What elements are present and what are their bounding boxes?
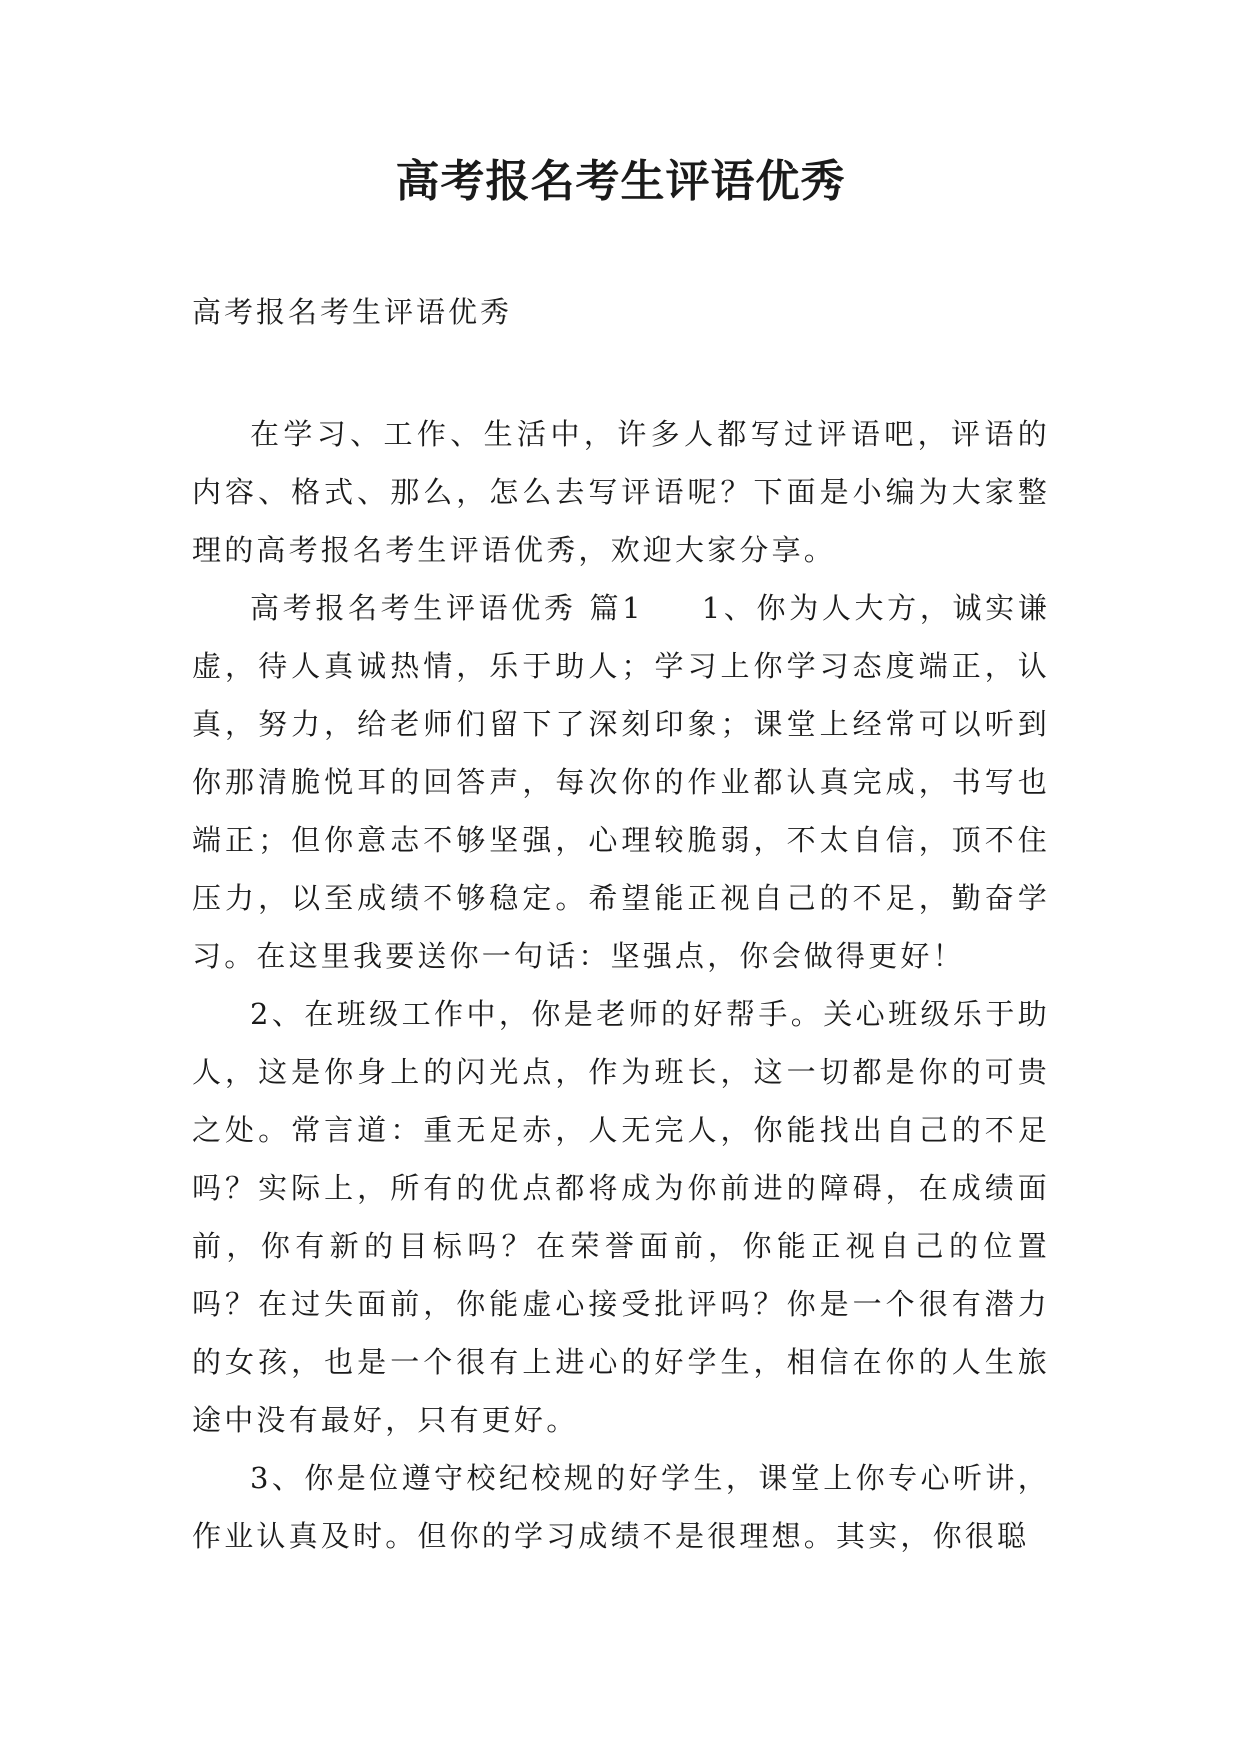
document-subtitle: 高考报名考生评语优秀 bbox=[192, 295, 513, 329]
document-body bbox=[192, 405, 1050, 1565]
comment-paragraph-3: 3、你是位遵守校纪校规的好学生，课堂上你专心听讲，作业认真及时。但你的学习成绩不是很理想。其实，你很聪 bbox=[192, 1461, 1050, 1553]
section-heading: 高考报名考生评语优秀 篇1 bbox=[250, 591, 644, 625]
comment-paragraph-2: 2、在班级工作中，你是老师的好帮手。关心班级乐于助人，这是你身上的闪光点，作为班长，这一切都是你的可贵之处。常言道：重无足赤，人无完人，你能找出自己的不足吗？实际上，所有的优点都将成为你前进的障碍，在成绩面前，你有新的目标吗？在荣誉面前，你能正视自己的位置吗？在过失面前，你能虚心接受批评吗？你是一个很有潜力的女孩，也是一个很有上进心的好学生，相信在你的人生旅途中没有最好，只有更好。 bbox=[192, 997, 1050, 1437]
comment-1-text: 1、你为人大方，诚实谦虚，待人真诚热情，乐于助人；学习上你学习态度端正，认真，努力，给老师们留下了深刻印象；课堂上经常可以听到你那清脆悦耳的回答声，每次你的作业都认真完成，书写也端正；但你意志不够坚强，心理较脆弱，不太自信，顶不住压力，以至成绩不够稳定。希望能正视自己的不足，勤奋学习。在这里我要送你一句话：坚强点，你会做得更好！ bbox=[192, 591, 1050, 973]
document-title: 高考报名考生评语优秀 bbox=[395, 156, 846, 207]
section-paragraph-1 bbox=[192, 579, 1050, 985]
intro-paragraph: 在学习、工作、生活中，许多人都写过评语吧，评语的内容、格式、那么，怎么去写评语呢？下面是小编为大家整理的高考报名考生评语优秀，欢迎大家分享。 bbox=[192, 417, 1050, 567]
